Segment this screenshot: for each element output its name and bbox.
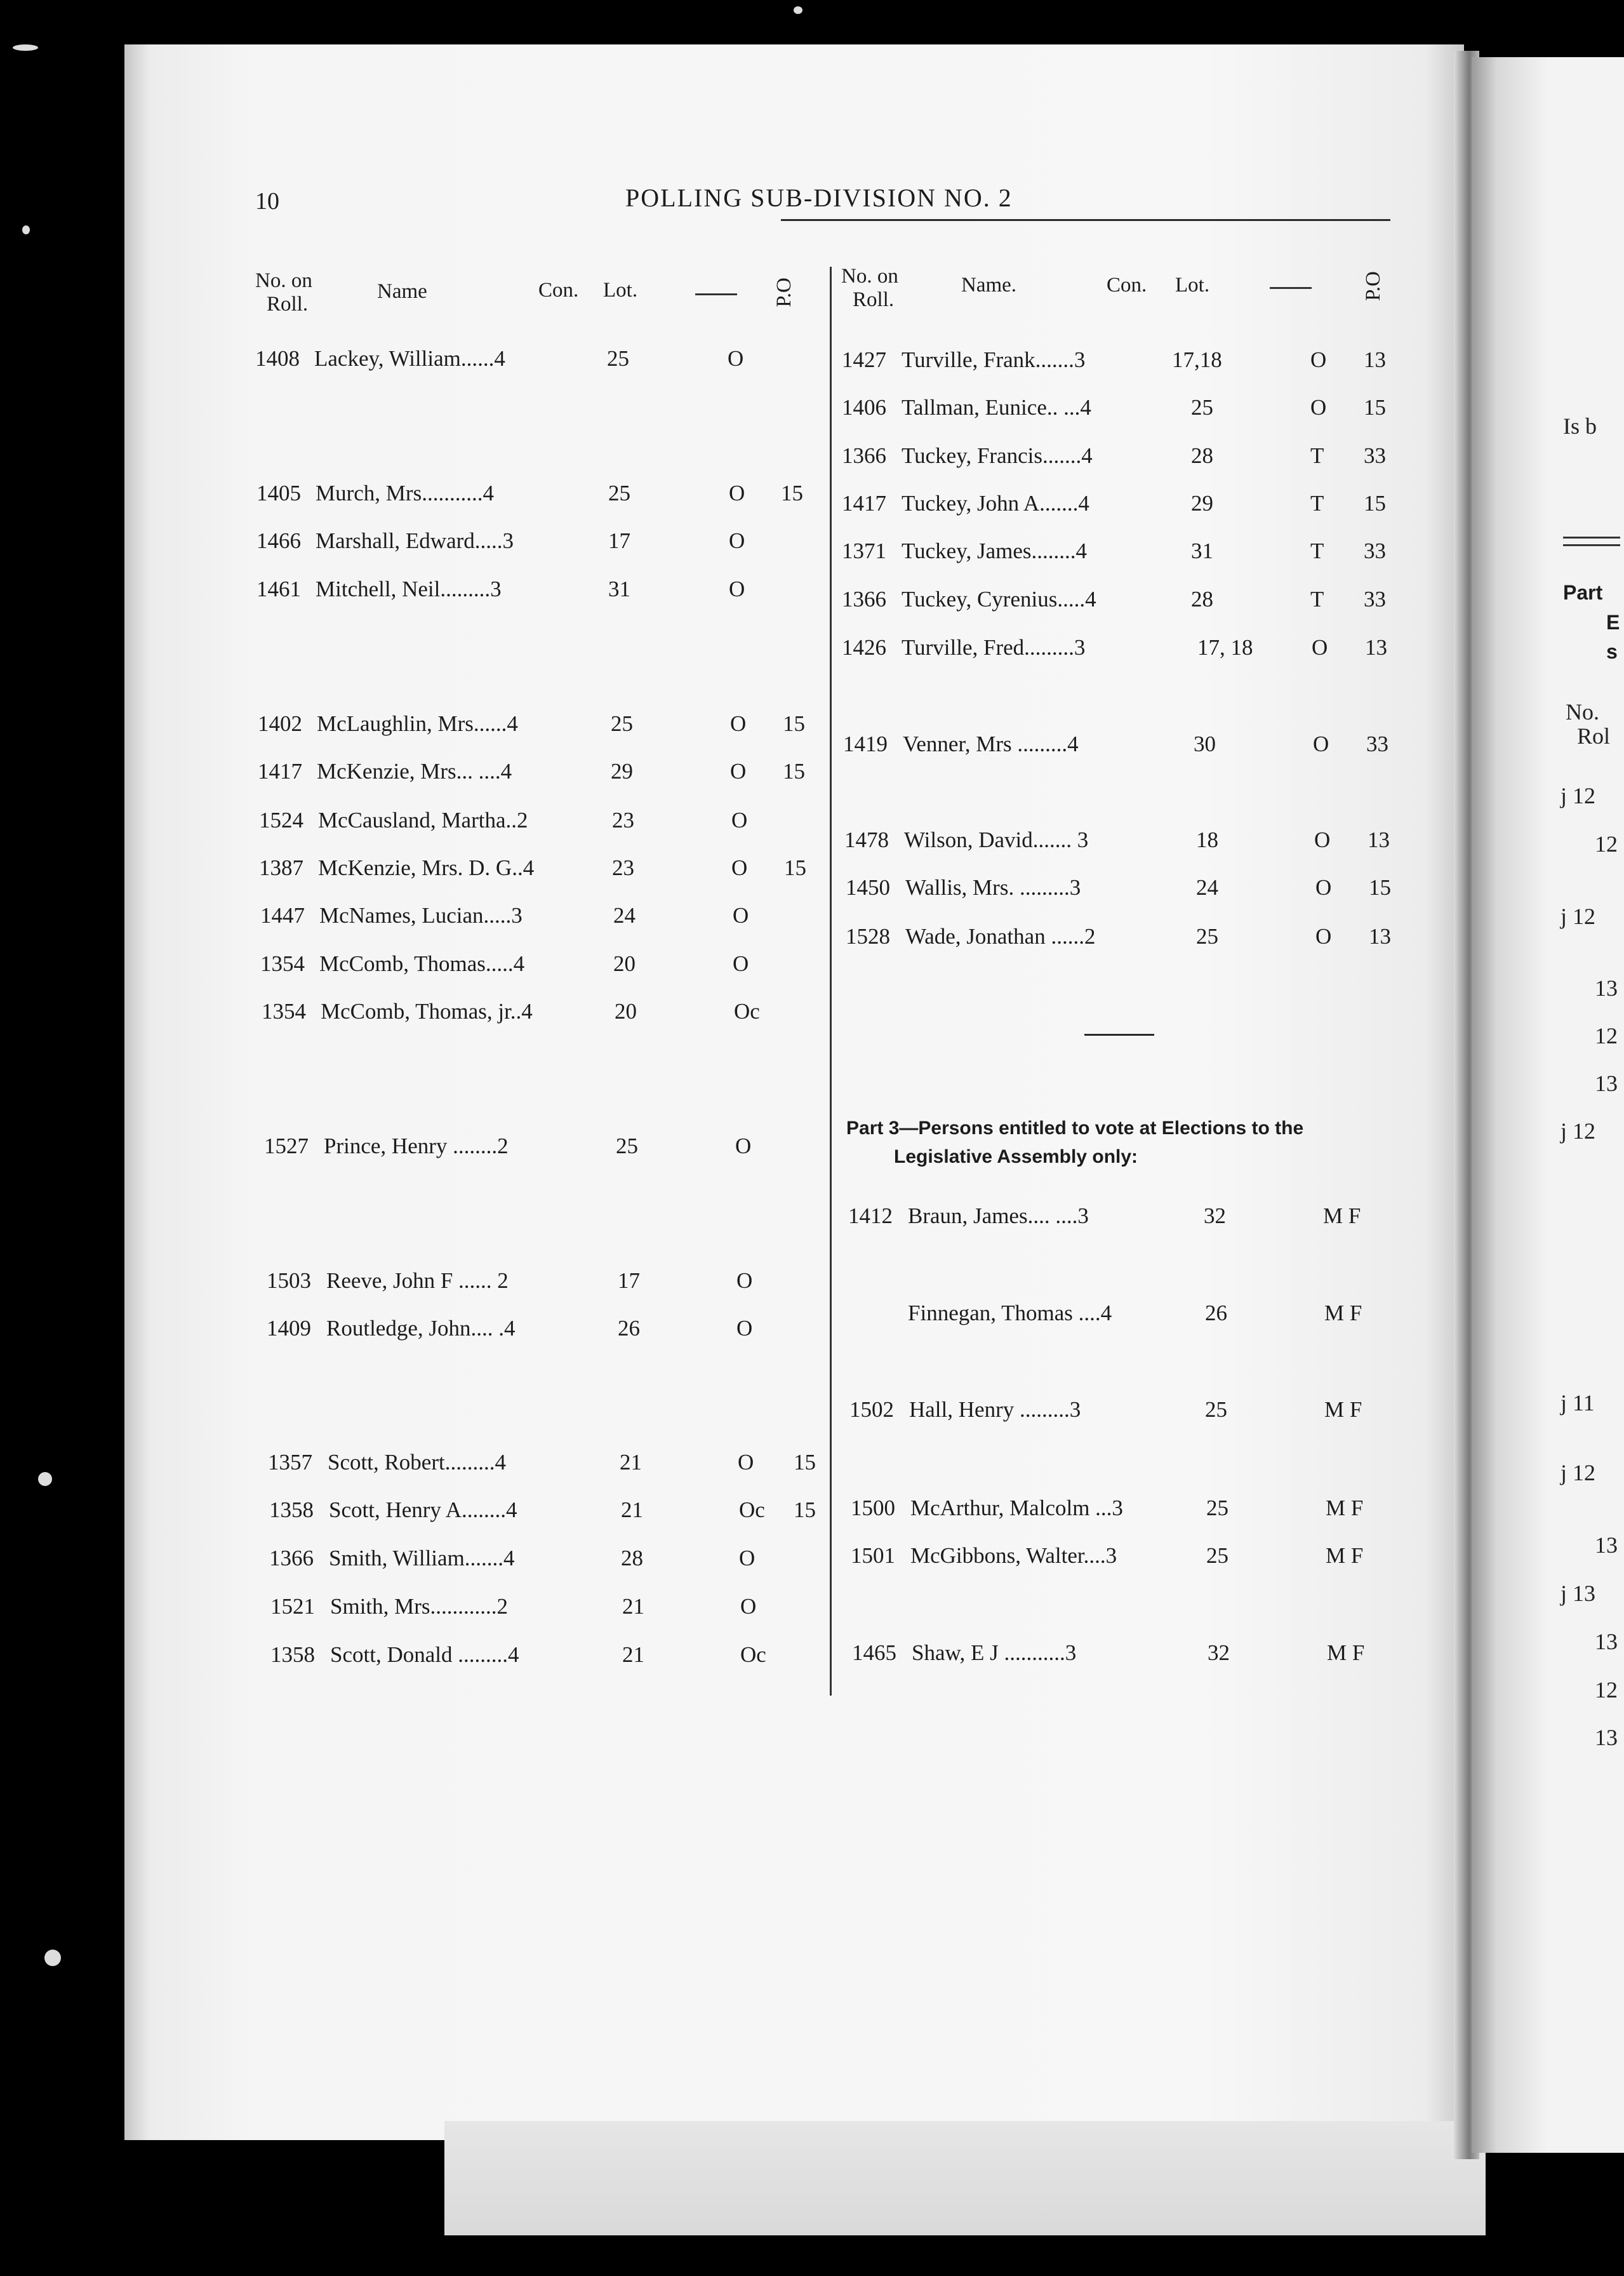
entry-lot: 24 xyxy=(1196,875,1218,900)
header-dash xyxy=(695,293,737,295)
entry-lot: 31 xyxy=(1191,539,1213,563)
header-rule xyxy=(781,219,1390,221)
facing-top-text: Is b xyxy=(1563,413,1597,439)
entry-mark: O xyxy=(740,1594,757,1619)
entry-roll: 1419 xyxy=(843,732,888,756)
entry-name: Routledge, John.... .4 xyxy=(326,1316,516,1341)
entry-roll: 1524 xyxy=(259,808,303,833)
entry-mark: O xyxy=(731,855,748,880)
entry-roll: 1354 xyxy=(260,951,305,976)
entry-mark: O xyxy=(738,1450,754,1475)
entry-mark: O xyxy=(730,711,747,736)
entry-name: Shaw, E J ...........3 xyxy=(912,1640,1077,1665)
entry-mark: O xyxy=(728,346,744,371)
entry-name: Murch, Mrs...........4 xyxy=(316,481,494,505)
entry-lot: 25 xyxy=(1196,924,1218,949)
facing-row: j 12 xyxy=(1561,1118,1596,1144)
entry-po: 15 xyxy=(784,855,806,880)
entry-roll: 1466 xyxy=(256,528,301,553)
entry-po: 33 xyxy=(1366,732,1388,756)
entry-roll: 1478 xyxy=(844,827,889,852)
entry-lot: 32 xyxy=(1208,1640,1230,1665)
facing-row: j 12 xyxy=(1561,904,1596,929)
entry-lot: 17,18 xyxy=(1172,347,1222,372)
entry-roll: 1406 xyxy=(842,395,886,420)
entry-roll: 1409 xyxy=(267,1316,311,1341)
entry-mark: M F xyxy=(1327,1640,1365,1665)
entry-roll: 1387 xyxy=(259,855,303,880)
entry-name: McArthur, Malcolm ...3 xyxy=(910,1496,1123,1520)
entry-name: Scott, Robert.........4 xyxy=(328,1450,506,1475)
entry-mark: M F xyxy=(1324,1301,1362,1325)
entry-lot: 30 xyxy=(1194,732,1216,756)
entry-name: McKenzie, Mrs... ....4 xyxy=(317,759,512,784)
entry-po: 33 xyxy=(1364,539,1386,563)
facing-row: 13 xyxy=(1595,1629,1618,1654)
running-head: POLLING SUB-DIVISION NO. 2 xyxy=(625,184,1013,212)
page-edge-below xyxy=(444,2121,1486,2235)
header-lot: Lot. xyxy=(603,279,638,302)
facing-row: 12 xyxy=(1595,1677,1618,1703)
entry-mark: O xyxy=(1313,732,1329,756)
facing-row: 13 xyxy=(1595,975,1618,1001)
facing-letter: E xyxy=(1606,611,1620,634)
entry-lot: 23 xyxy=(612,855,634,880)
entry-po: 15 xyxy=(781,481,803,505)
entry-roll: 1465 xyxy=(852,1640,896,1665)
entry-roll: 1366 xyxy=(269,1546,314,1570)
entry-lot: 26 xyxy=(1205,1301,1227,1325)
facing-row: j 12 xyxy=(1561,783,1596,808)
entry-mark: O xyxy=(729,481,745,505)
entry-po: 13 xyxy=(1365,635,1387,660)
entry-mark: M F xyxy=(1326,1543,1364,1568)
entry-mark: O xyxy=(735,1134,752,1158)
entry-name: Turville, Fred.........3 xyxy=(902,635,1086,660)
dust-speck xyxy=(13,44,38,51)
entry-lot: 20 xyxy=(615,999,637,1024)
entry-name: Mitchell, Neil.........3 xyxy=(316,577,502,601)
entry-mark: O xyxy=(729,528,745,553)
entry-roll: 1500 xyxy=(851,1496,895,1520)
header-name-right: Name. xyxy=(961,274,1017,297)
entry-mark: T xyxy=(1310,539,1324,563)
entry-roll: 1527 xyxy=(264,1134,309,1158)
facing-row: 13 xyxy=(1595,1725,1618,1750)
entry-mark: O xyxy=(1312,635,1328,660)
dust-speck xyxy=(38,1472,52,1486)
column-divider xyxy=(830,267,832,1696)
entry-po: 15 xyxy=(783,711,805,736)
entry-name: McComb, Thomas, jr..4 xyxy=(321,999,533,1024)
entry-lot: 26 xyxy=(618,1316,640,1341)
entry-name: Braun, James.... ....3 xyxy=(908,1203,1089,1228)
entry-mark: O xyxy=(1310,347,1327,372)
header-name: Name xyxy=(377,280,427,303)
facing-row: 12 xyxy=(1595,831,1618,857)
page-number: 10 xyxy=(255,188,279,215)
entry-po: 15 xyxy=(1364,491,1386,516)
entry-roll: 1417 xyxy=(258,759,302,784)
entry-lot: 24 xyxy=(613,903,636,928)
entry-lot: 25 xyxy=(608,481,630,505)
entry-po: 15 xyxy=(794,1450,816,1475)
entry-mark: Oc xyxy=(739,1497,765,1522)
entry-po: 13 xyxy=(1369,924,1391,949)
entry-roll: 1417 xyxy=(842,491,886,516)
header-lot-right: Lot. xyxy=(1175,274,1210,297)
facing-letter: s xyxy=(1606,640,1618,663)
part3-heading-line1: Part 3—Persons entitled to vote at Elections to the xyxy=(846,1118,1304,1139)
entry-mark: O xyxy=(1315,875,1332,900)
facing-rule xyxy=(1563,544,1620,546)
entry-lot: 29 xyxy=(1191,491,1213,516)
header-po-right: P.O xyxy=(1361,271,1385,301)
entry-mark: T xyxy=(1310,443,1324,468)
entry-lot: 21 xyxy=(621,1497,643,1522)
header-po: P.O xyxy=(772,278,795,307)
entry-po: 33 xyxy=(1364,587,1386,612)
entry-po: 15 xyxy=(783,759,805,784)
header-con-right: Con. xyxy=(1107,274,1147,297)
entry-roll: 1503 xyxy=(267,1268,311,1293)
entry-name: McComb, Thomas.....4 xyxy=(319,951,525,976)
part3-heading-line2: Legislative Assembly only: xyxy=(894,1146,1138,1167)
entry-name: Wallis, Mrs. .........3 xyxy=(905,875,1081,900)
entry-name: Lackey, William......4 xyxy=(314,346,505,371)
entry-mark: O xyxy=(739,1546,755,1570)
entry-name: Tallman, Eunice.. ...4 xyxy=(902,395,1091,420)
entry-mark: O xyxy=(736,1268,753,1293)
entry-lot: 28 xyxy=(621,1546,643,1570)
entry-lot: 23 xyxy=(612,808,634,833)
entry-mark: O xyxy=(1310,395,1327,420)
facing-roll-header: Rol xyxy=(1577,723,1611,749)
dust-speck xyxy=(44,1950,61,1966)
facing-no-header: No. xyxy=(1566,699,1599,725)
entry-mark: O xyxy=(730,759,747,784)
entry-po: 33 xyxy=(1364,443,1386,468)
entry-mark: M F xyxy=(1326,1496,1364,1520)
entry-lot: 17 xyxy=(608,528,630,553)
header-dash-right xyxy=(1270,287,1312,289)
entry-roll: 1357 xyxy=(268,1450,312,1475)
entry-lot: 25 xyxy=(1205,1397,1227,1422)
entry-roll: 1366 xyxy=(842,587,886,612)
entry-lot: 25 xyxy=(611,711,633,736)
entry-po: 13 xyxy=(1364,347,1386,372)
entry-name: McCausland, Martha..2 xyxy=(318,808,528,833)
dust-speck xyxy=(22,225,30,234)
entry-name: Turville, Frank.......3 xyxy=(902,347,1086,372)
entry-roll: 1501 xyxy=(851,1543,895,1568)
header-con: Con. xyxy=(538,279,579,302)
entry-roll: 1450 xyxy=(846,875,890,900)
entry-po: 15 xyxy=(1364,395,1386,420)
facing-part: Part xyxy=(1563,581,1603,604)
header-no-on-roll-line2-right: Roll. xyxy=(853,288,895,311)
facing-page xyxy=(1472,57,1624,2153)
entry-name: McLaughlin, Mrs......4 xyxy=(317,711,518,736)
facing-row: j 13 xyxy=(1561,1581,1596,1606)
entry-roll: 1502 xyxy=(849,1397,894,1422)
entry-name: Finnegan, Thomas ....4 xyxy=(908,1301,1112,1325)
entry-lot: 31 xyxy=(608,577,630,601)
entry-name: Tuckey, Francis.......4 xyxy=(902,443,1093,468)
header-no-on-roll-line1-right: No. on xyxy=(841,265,898,288)
entry-mark: T xyxy=(1310,587,1324,612)
entry-lot: 21 xyxy=(620,1450,642,1475)
entry-roll: 1405 xyxy=(256,481,301,505)
entry-mark: O xyxy=(729,577,745,601)
entry-name: Hall, Henry .........3 xyxy=(909,1397,1081,1422)
entry-name: Scott, Henry A........4 xyxy=(329,1497,517,1522)
entry-roll: 1358 xyxy=(269,1497,314,1522)
entry-roll: 1402 xyxy=(258,711,302,736)
entry-mark: M F xyxy=(1323,1203,1361,1228)
entry-mark: O xyxy=(733,903,749,928)
entry-mark: M F xyxy=(1324,1397,1362,1422)
entry-lot: 25 xyxy=(1206,1496,1228,1520)
entry-mark: O xyxy=(731,808,748,833)
entry-lot: 17 xyxy=(618,1268,640,1293)
entry-mark: O xyxy=(1314,827,1331,852)
entry-lot: 21 xyxy=(622,1594,644,1619)
entry-name: McNames, Lucian.....3 xyxy=(319,903,522,928)
entry-roll: 1412 xyxy=(848,1203,893,1228)
entry-roll: 1366 xyxy=(842,443,886,468)
facing-row: 13 xyxy=(1595,1532,1618,1558)
entry-po: 15 xyxy=(1369,875,1391,900)
entry-roll: 1521 xyxy=(270,1594,315,1619)
entry-mark: O xyxy=(736,1316,753,1341)
entry-roll: 1461 xyxy=(256,577,301,601)
entry-lot: 25 xyxy=(1206,1543,1228,1568)
entry-name: McGibbons, Walter....3 xyxy=(910,1543,1117,1568)
entry-mark: O xyxy=(733,951,749,976)
header-no-on-roll-line2: Roll. xyxy=(267,293,309,316)
entry-roll: 1426 xyxy=(842,635,886,660)
entry-lot: 20 xyxy=(613,951,636,976)
entry-lot: 28 xyxy=(1191,443,1213,468)
entry-name: Tuckey, John A.......4 xyxy=(902,491,1089,516)
entry-lot: 28 xyxy=(1191,587,1213,612)
entry-mark: Oc xyxy=(740,1642,766,1667)
entry-name: Marshall, Edward.....3 xyxy=(316,528,514,553)
entry-lot: 25 xyxy=(607,346,629,371)
entry-roll: 1447 xyxy=(260,903,305,928)
entry-po: 15 xyxy=(794,1497,816,1522)
entry-lot: 21 xyxy=(622,1642,644,1667)
entry-roll: 1408 xyxy=(255,346,300,371)
entry-name: Reeve, John F ...... 2 xyxy=(326,1268,509,1293)
section-separator-rule xyxy=(1084,1034,1154,1036)
entry-name: Venner, Mrs .........4 xyxy=(903,732,1079,756)
facing-row: 13 xyxy=(1595,1071,1618,1096)
entry-lot: 17, 18 xyxy=(1197,635,1253,660)
entry-mark: O xyxy=(1315,924,1332,949)
entry-lot: 18 xyxy=(1196,827,1218,852)
entry-lot: 29 xyxy=(611,759,633,784)
entry-name: Wade, Jonathan ......2 xyxy=(905,924,1096,949)
entry-lot: 32 xyxy=(1204,1203,1226,1228)
entry-roll: 1427 xyxy=(842,347,886,372)
entry-name: Tuckey, James........4 xyxy=(902,539,1087,563)
entry-name: McKenzie, Mrs. D. G..4 xyxy=(318,855,535,880)
dust-speck xyxy=(794,6,802,14)
entry-roll: 1371 xyxy=(842,539,886,563)
entry-name: Scott, Donald .........4 xyxy=(330,1642,519,1667)
header-no-on-roll-line1: No. on xyxy=(255,269,312,292)
entry-name: Prince, Henry ........2 xyxy=(324,1134,509,1158)
entry-lot: 25 xyxy=(1191,395,1213,420)
entry-mark: T xyxy=(1310,491,1324,516)
entry-name: Wilson, David....... 3 xyxy=(904,827,1089,852)
entry-roll: 1528 xyxy=(846,924,890,949)
entry-roll: 1358 xyxy=(270,1642,315,1667)
entry-name: Smith, William.......4 xyxy=(329,1546,515,1570)
facing-row: j 11 xyxy=(1561,1390,1595,1416)
entry-name: Smith, Mrs............2 xyxy=(330,1594,509,1619)
facing-row: 12 xyxy=(1595,1023,1618,1048)
facing-row: j 12 xyxy=(1561,1460,1596,1485)
entry-name: Tuckey, Cyrenius.....4 xyxy=(902,587,1096,612)
facing-rule xyxy=(1563,537,1620,539)
entry-lot: 25 xyxy=(616,1134,638,1158)
entry-roll: 1354 xyxy=(262,999,306,1024)
entry-mark: Oc xyxy=(734,999,760,1024)
entry-po: 13 xyxy=(1368,827,1390,852)
